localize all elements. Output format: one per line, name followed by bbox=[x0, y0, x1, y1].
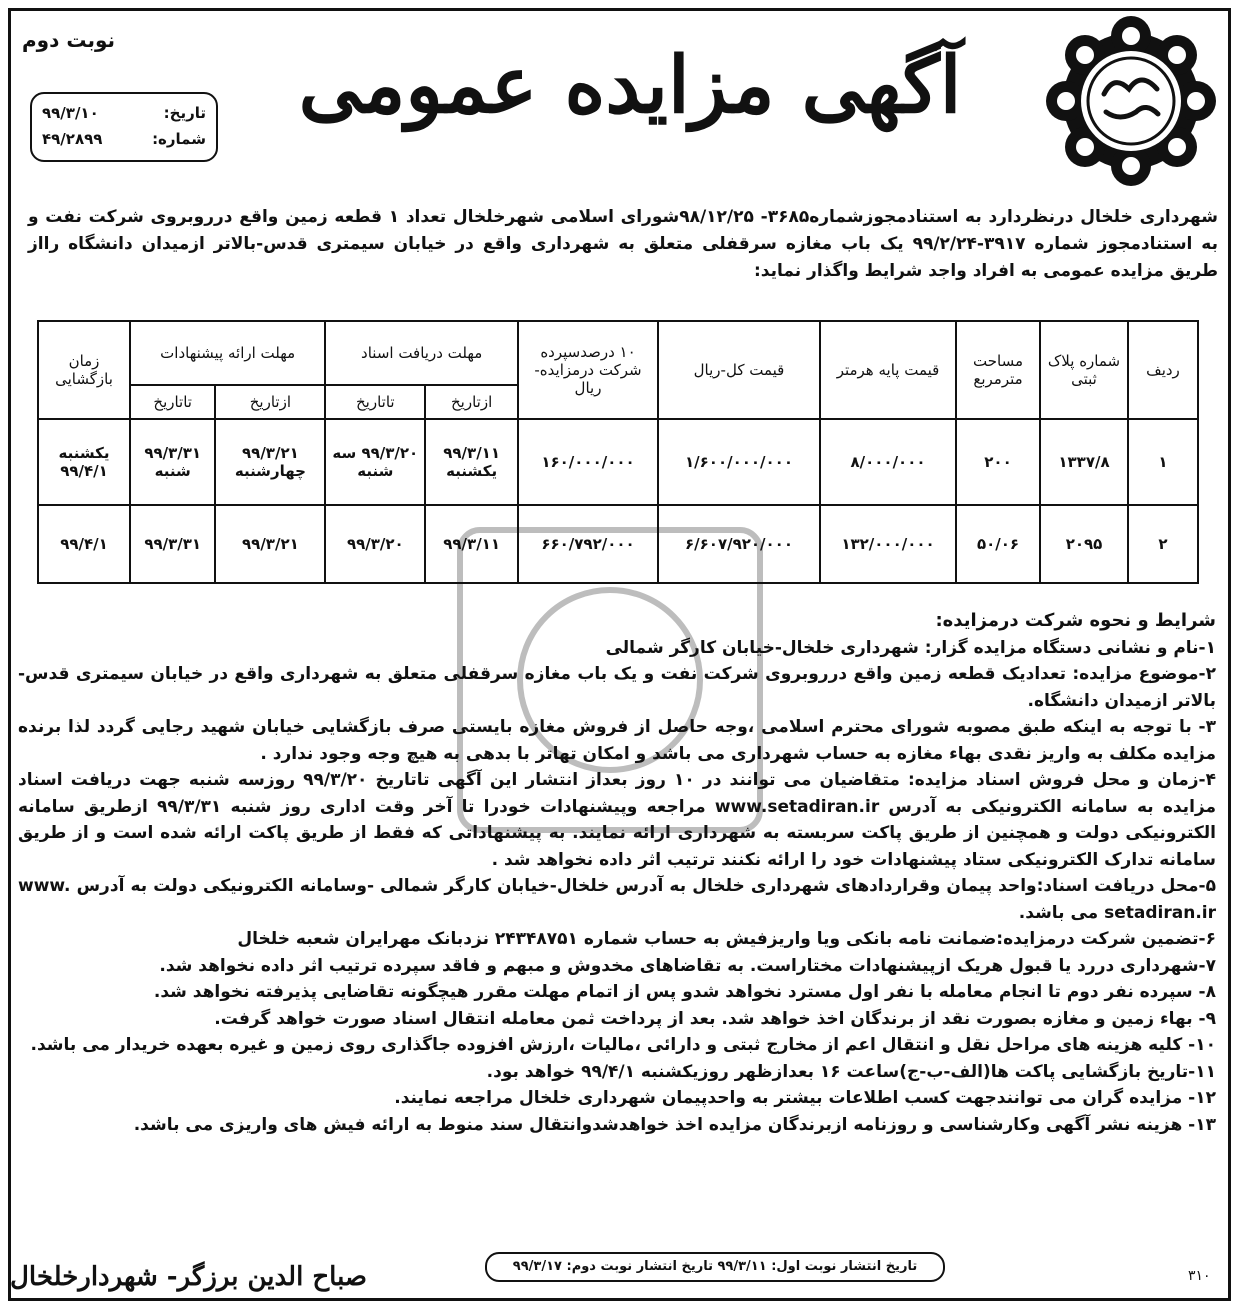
number-label: شماره: bbox=[152, 130, 206, 148]
header-offer-from: ازتاریخ bbox=[215, 385, 325, 419]
table-row bbox=[38, 505, 1198, 583]
round-label: نوبت دوم bbox=[22, 28, 116, 52]
date-box bbox=[30, 92, 218, 162]
condition-item: ۱۱-تاریخ بازگشایی پاکت ها(الف-ب-ج)ساعت ۱۶ بعدازظهر روزیکشنبه ۹۹/۴/۱ خواهد بود. bbox=[486, 1061, 1216, 1082]
header-offer-deadline: مهلت ارائه پیشنهادات bbox=[130, 321, 325, 385]
condition-item: ۹- بهاء زمین و مغازه بصورت نقد از برندگان اخذ خواهد شد. بعد از پرداخت ثمن معامله انتقال اسناد صورت خواهد گرفت. bbox=[214, 1008, 1216, 1029]
cell-total-price: ۱/۶۰۰/۰۰۰/۰۰۰ bbox=[658, 419, 820, 505]
condition-item: ۱۳- هزینه نشر آگهی وکارشناسی و روزنامه ازبرندگان مزایده اخذ خواهدشدوانتقال سند منوط به ارائه فیش های واریزی می باشد. bbox=[133, 1114, 1216, 1135]
date-value: ۹۹/۳/۱۰ bbox=[42, 104, 99, 122]
header-total-price: قیمت کل-ریال bbox=[658, 321, 820, 419]
page-title: آگهی مزایده عمومی bbox=[298, 40, 962, 131]
number-value: ۴۹/۲۸۹۹ bbox=[42, 130, 103, 148]
header-area: مساحت مترمربع bbox=[956, 321, 1040, 419]
header-doc-to: تاتاریخ bbox=[325, 385, 425, 419]
cell-offer-to: ۹۹/۳/۳۱ شنبه bbox=[130, 419, 215, 505]
table-row bbox=[38, 419, 1198, 505]
signer-name: صباح الدین برزگر- شهردارخلخال bbox=[10, 1262, 368, 1292]
cell-offer-from: ۹۹/۳/۲۱ bbox=[215, 505, 325, 583]
cell-deposit: ۱۶۰/۰۰۰/۰۰۰ bbox=[518, 419, 658, 505]
header-deposit: ۱۰ درصدسپرده شرکت درمزایده-ریال bbox=[518, 321, 658, 419]
condition-item: ۳- با توجه به اینکه طبق مصوبه شورای محترم اسلامی ،وجه حاصل از فروش مغازه بایستی صرف بازگشایی خیابان شهید رجایی گردد لذا برنده مزایده مکلف به واریز نقدی بهاء مغازه به حساب شهرداری می باشد و امکان تهاتر با بدهی به هیچ وجه وجود ندارد . bbox=[18, 717, 1216, 764]
cell-doc-from: ۹۹/۳/۱۱ bbox=[425, 505, 518, 583]
condition-item: ۱۲- مزایده گران می توانندجهت کسب اطلاعات بیشتر به واحدپیمان شهرداری خلخال مراجعه نمایند. bbox=[394, 1088, 1216, 1108]
condition-item: ۵-محل دریافت اسناد:واحد پیمان وقراردادهای شهرداری خلخال به آدرس خلخال-خیابان کارگر شمالی -وسامانه الکترونیکی دولت به آدرس www. setadiran.ir می باشد. bbox=[18, 876, 1216, 923]
cell-row: ۲ bbox=[1128, 505, 1198, 583]
header-doc-from: ازتاریخ bbox=[425, 385, 518, 419]
cell-area: ۵۰/۰۶ bbox=[956, 505, 1040, 583]
header-plaque: شماره پلاک ثبتی bbox=[1040, 321, 1128, 419]
publication-dates: تاریخ انتشار نوبت اول: ۹۹/۳/۱۱ تاریخ انتشار نوبت دوم: ۹۹/۳/۱۷ bbox=[485, 1252, 945, 1282]
cell-offer-to: ۹۹/۳/۳۱ bbox=[130, 505, 215, 583]
condition-item: ۲-موضوع مزایده: تعدادیک قطعه زمین واقع درروبروی شرکت نفت و یک باب مغازه سرقفلی متعلق به شهرداری واقع در خیابان سیمتری قدس-بالاتر ازمیدان دانشگاه. bbox=[18, 664, 1216, 711]
cell-plaque: ۱۳۳۷/۸ bbox=[1040, 419, 1128, 505]
municipality-emblem-icon bbox=[1044, 14, 1219, 189]
date-label: تاریخ: bbox=[163, 104, 206, 122]
condition-item: ۶-تضمین شرکت درمزایده:ضمانت نامه بانکی ویا واریزفیش به حساب شماره ۲۴۳۴۸۷۵۱ نزدبانک مهرایران شعبه خلخال bbox=[237, 929, 1216, 949]
auction-table bbox=[37, 320, 1199, 584]
cell-total-price: ۶/۶۰۷/۹۲۰/۰۰۰ bbox=[658, 505, 820, 583]
cell-offer-from: ۹۹/۳/۲۱ چهارشنبه bbox=[215, 419, 325, 505]
cell-base-price: ۸/۰۰۰/۰۰۰ bbox=[820, 419, 956, 505]
condition-item: ۱۰- کلیه هزینه های مراحل نقل و انتقال اعم از مخارج ثبتی و دارائی ،مالیات ،ارزش افزوده جاگذاری روی زمین و غیره بعهده خریدار می باشد. bbox=[30, 1035, 1216, 1055]
header-row: ردیف bbox=[1128, 321, 1198, 419]
header-doc-deadline: مهلت دریافت اسناد bbox=[325, 321, 518, 385]
cell-deposit: ۶۶۰/۷۹۲/۰۰۰ bbox=[518, 505, 658, 583]
condition-item: ۷-شهرداری دررد یا قبول هریک ازپیشنهادات مختاراست. به تقاضاهای مخدوش و مبهم و فاقد سپرده ترتیب اثر داده نخواهد شد. bbox=[159, 955, 1216, 976]
cell-plaque: ۲۰۹۵ bbox=[1040, 505, 1128, 583]
cell-row: ۱ bbox=[1128, 419, 1198, 505]
intro-paragraph: شهرداری خلخال درنظردارد به استنادمجوزشماره۳۶۸۵- ۹۸/۱۲/۲۵شورای اسلامی شهرخلخال تعداد ۱ قطعه زمین واقع درروبروی شرکت نفت و به استنادمجوز شماره ۳۹۱۷-۹۹/۲/۲۴ یک باب مغازه سرقفلی متعلق به شهرداری واقع در خیابان سیمتری قدس-بالاتر ازمیدان دانشگاه رااز طریق مزایده عمومی به افراد واجد شرایط واگذار نماید: bbox=[28, 207, 1218, 281]
cell-base-price: ۱۳۲/۰۰۰/۰۰۰ bbox=[820, 505, 956, 583]
cell-doc-from: ۹۹/۳/۱۱ یکشنبه bbox=[425, 419, 518, 505]
cell-area: ۲۰۰ bbox=[956, 419, 1040, 505]
header-base-price: قیمت پایه هرمتر bbox=[820, 321, 956, 419]
page-number: ۳۱۰ bbox=[1188, 1268, 1211, 1284]
conditions-section bbox=[18, 608, 1216, 1138]
condition-item: ۸- سپرده نفر دوم تا انجام معامله با نفر اول مسترد نخواهد شدو پس از اتمام مهلت مقرر هیچگونه تقاضایی پذیرفته نخواهد شد. bbox=[153, 982, 1216, 1002]
condition-item: ۴-زمان و محل فروش اسناد مزایده: متقاضیان می توانند در ۱۰ روز بعداز انتشار این آگهی تاتاریخ ۹۹/۳/۲۰ روزسه شنبه جهت دریافت اسناد مزایده به سامانه الکترونیکی به آدرس www.setadiran.ir مراجعه وپیشنهادات خودرا تا آخر وقت اداری روز شنبه ۹۹/۳/۳۱ ازطریق سامانه الکترونیکی دولت و همچنین از طریق پاکت سربسته به شهرداری ارائه نمایند. به پیشنهاداتی که فقط از طریق پاکت ارائه شده است و از طریق سامانه تدارک الکترونیکی ستاد پیشنهادات خود را ارائه نکنند ترتیب اثر داده نخواهد شد . bbox=[18, 770, 1217, 870]
condition-item: ۱-نام و نشانی دستگاه مزایده گزار: شهرداری خلخال-خیابان کارگر شمالی bbox=[605, 637, 1216, 658]
header-opening: زمان بازگشایی bbox=[38, 321, 130, 419]
cell-opening: ۹۹/۴/۱ bbox=[38, 505, 130, 583]
conditions-title: شرایط و نحوه شرکت درمزایده: bbox=[935, 610, 1216, 631]
cell-doc-to: ۹۹/۳/۲۰ سه شنبه bbox=[325, 419, 425, 505]
cell-doc-to: ۹۹/۳/۲۰ bbox=[325, 505, 425, 583]
cell-opening: یکشنبه ۹۹/۴/۱ bbox=[38, 419, 130, 505]
header-offer-to: تاتاریخ bbox=[130, 385, 215, 419]
